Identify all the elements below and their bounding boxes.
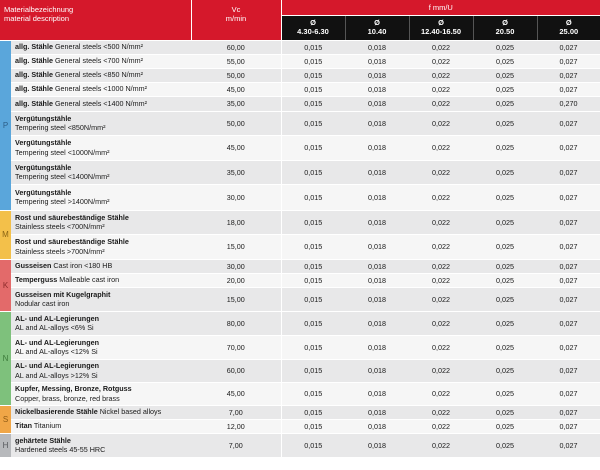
material-name-de: Kupfer, Messing, Bronze, Rotguss	[15, 384, 132, 393]
feed-value: 0,018	[345, 82, 409, 96]
material-description	[11, 210, 191, 234]
cutting-speed-value: 15,00	[191, 287, 281, 311]
feed-value: 0,027	[537, 419, 600, 433]
feed-header: f mm/U	[281, 0, 600, 15]
material-header-en: material description	[4, 14, 70, 23]
feed-value: 0,018	[345, 311, 409, 335]
cutting-speed-value: 35,00	[191, 96, 281, 111]
feed-value: 0,015	[281, 210, 345, 234]
feed-value: 0,018	[345, 273, 409, 287]
material-name-en: Stainless steels >700N/mm²	[15, 246, 105, 256]
material-description	[11, 160, 191, 184]
material-name-de: Vergütungstähle	[15, 113, 72, 123]
feed-value: 0,015	[281, 382, 345, 405]
cutting-speed-value: 45,00	[191, 82, 281, 96]
feed-value: 0,015	[281, 359, 345, 382]
feed-value: 0,015	[281, 273, 345, 287]
feed-value: 0,018	[345, 68, 409, 82]
material-name-en: General steels <850 N/mm²	[54, 70, 144, 80]
material-group-marker: K	[0, 259, 11, 311]
feed-value: 0,018	[345, 184, 409, 210]
feed-value: 0,022	[409, 40, 473, 54]
feed-value: 0,022	[409, 287, 473, 311]
feed-value: 0,018	[345, 210, 409, 234]
feed-value: 0,027	[537, 68, 600, 82]
feed-value: 0,027	[537, 184, 600, 210]
material-name-en: Tempering steel <850N/mm²	[15, 123, 106, 132]
material-name-de: Vergütungstähle	[15, 162, 72, 172]
feed-value: 0,015	[281, 405, 345, 419]
table-row	[0, 82, 600, 96]
feed-value: 0,018	[345, 40, 409, 54]
diameter-symbol: Ø	[565, 18, 572, 27]
diameter-value: 4.30-6.30	[297, 26, 329, 36]
material-name-en: AL and AL-alloys <12% Si	[15, 347, 98, 356]
feed-value: 0,018	[345, 382, 409, 405]
cutting-speed-value: 70,00	[191, 335, 281, 359]
feed-value: 0,025	[473, 160, 537, 184]
table-row	[0, 273, 600, 287]
feed-value: 0,025	[473, 210, 537, 234]
material-name-en: AL and AL-alloys <6% Si	[15, 323, 94, 332]
material-name-de: allg. Stähle	[15, 84, 53, 94]
material-description	[11, 111, 191, 135]
material-description	[11, 68, 191, 82]
material-name-de: Nickelbasierende Stähle	[15, 407, 98, 417]
feed-value: 0,018	[345, 419, 409, 433]
material-description	[11, 359, 191, 382]
feed-value: 0,018	[345, 160, 409, 184]
feed-value: 0,025	[473, 405, 537, 419]
feed-value: 0,018	[345, 359, 409, 382]
material-description	[11, 82, 191, 96]
cutting-speed-value: 45,00	[191, 382, 281, 405]
feed-value: 0,018	[345, 433, 409, 457]
feed-value: 0,015	[281, 419, 345, 433]
table-row	[0, 96, 600, 111]
feed-value: 0,027	[537, 135, 600, 160]
diameter-symbol: Ø	[438, 18, 444, 27]
feed-value: 0,015	[281, 234, 345, 259]
feed-value: 0,270	[537, 96, 600, 111]
feed-value: 0,018	[345, 405, 409, 419]
feed-value: 0,022	[409, 210, 473, 234]
material-name-en: Titanium	[33, 421, 62, 431]
feed-value: 0,025	[473, 184, 537, 210]
feed-value: 0,015	[281, 40, 345, 54]
feed-value: 0,015	[281, 311, 345, 335]
material-name-de: Gusseisen mit Kugelgraphit	[15, 289, 111, 299]
feed-value: 0,027	[537, 111, 600, 135]
feed-value: 0,022	[409, 184, 473, 210]
feed-value: 0,018	[345, 135, 409, 160]
feed-value: 0,022	[409, 419, 473, 433]
material-name-en: AL and AL-alloys >12% Si	[15, 370, 98, 380]
diameter-header	[537, 15, 600, 40]
material-name-de: Rost und säurebeständige Stähle	[15, 237, 129, 246]
material-description	[11, 287, 191, 311]
table-row	[0, 405, 600, 419]
material-description	[11, 273, 191, 287]
cutting-speed-value: 20,00	[191, 273, 281, 287]
material-name-de: AL- und AL-Legierungen	[15, 313, 99, 323]
material-name-de: Rost und säurebeständige Stähle	[15, 212, 129, 222]
feed-value: 0,027	[537, 405, 600, 419]
material-name-en: Tempering steel <1000N/mm²	[15, 147, 110, 157]
material-description	[11, 419, 191, 433]
feed-value: 0,022	[409, 111, 473, 135]
feed-value: 0,022	[409, 82, 473, 96]
material-name-en: Nickel based alloys	[99, 407, 162, 417]
material-description	[11, 382, 191, 405]
feed-value: 0,015	[281, 96, 345, 111]
table-row	[0, 359, 600, 382]
table-row	[0, 234, 600, 259]
diameter-header	[281, 15, 345, 40]
feed-value: 0,025	[473, 234, 537, 259]
cutting-speed-value: 35,00	[191, 160, 281, 184]
feed-value: 0,025	[473, 359, 537, 382]
table-row	[0, 54, 600, 68]
feed-value: 0,018	[345, 259, 409, 273]
feed-value: 0,027	[537, 433, 600, 457]
table-row	[0, 419, 600, 433]
feed-value: 0,027	[537, 359, 600, 382]
feed-value: 0,025	[473, 273, 537, 287]
feed-value: 0,027	[537, 273, 600, 287]
feed-value: 0,025	[473, 40, 537, 54]
material-description	[11, 311, 191, 335]
material-description	[11, 184, 191, 210]
material-name-en: Stainless steels <700N/mm²	[15, 222, 105, 231]
feed-value: 0,025	[473, 433, 537, 457]
material-description	[11, 259, 191, 273]
material-description	[11, 234, 191, 259]
feed-value: 0,022	[409, 273, 473, 287]
material-name-en: Copper, brass, bronze, red brass	[15, 393, 120, 403]
feed-value: 0,015	[281, 111, 345, 135]
material-description	[11, 433, 191, 457]
vc-header-label: Vc	[231, 5, 241, 14]
feed-value: 0,027	[537, 54, 600, 68]
cutting-speed-value: 7,00	[191, 405, 281, 419]
feed-value: 0,015	[281, 335, 345, 359]
material-name-en: General steels <500 N/mm²	[54, 42, 144, 52]
feed-value: 0,022	[409, 259, 473, 273]
material-description	[11, 54, 191, 68]
feed-value: 0,027	[537, 82, 600, 96]
material-description	[11, 96, 191, 111]
feed-value: 0,025	[473, 382, 537, 405]
feed-value: 0,015	[281, 259, 345, 273]
feed-value: 0,027	[537, 160, 600, 184]
vc-header-unit: m/min	[225, 14, 247, 23]
material-name-en: Malleable cast iron	[59, 275, 120, 285]
diameter-header	[345, 15, 409, 40]
feed-value: 0,018	[345, 111, 409, 135]
material-name-de: allg. Stähle	[15, 56, 53, 66]
material-name-de: AL- und AL-Legierungen	[15, 361, 99, 370]
feed-value: 0,022	[409, 54, 473, 68]
table-row	[0, 111, 600, 135]
feed-value: 0,018	[345, 335, 409, 359]
material-group-marker: S	[0, 405, 11, 433]
feed-value: 0,022	[409, 96, 473, 111]
feed-value: 0,015	[281, 287, 345, 311]
material-description	[11, 335, 191, 359]
feed-value: 0,027	[537, 311, 600, 335]
feed-value: 0,027	[537, 210, 600, 234]
feed-value: 0,025	[473, 287, 537, 311]
feed-value: 0,025	[473, 311, 537, 335]
material-group-marker: H	[0, 433, 11, 457]
cutting-speed-value: 12,00	[191, 419, 281, 433]
material-description	[11, 405, 191, 419]
material-name-de: AL- und AL-Legierungen	[15, 337, 99, 347]
material-name-de: Temperguss	[15, 275, 58, 285]
feed-value: 0,022	[409, 335, 473, 359]
feed-value: 0,027	[537, 259, 600, 273]
table-row	[0, 184, 600, 210]
material-name-de: gehärtete Stähle	[15, 435, 71, 445]
material-header	[0, 0, 191, 40]
cutting-speed-value: 45,00	[191, 135, 281, 160]
cutting-speed-value: 60,00	[191, 359, 281, 382]
feed-value: 0,027	[537, 382, 600, 405]
cutting-speed-value: 50,00	[191, 111, 281, 135]
feed-value: 0,015	[281, 160, 345, 184]
feed-value: 0,022	[409, 359, 473, 382]
feed-value: 0,018	[345, 287, 409, 311]
feed-value: 0,022	[409, 382, 473, 405]
material-name-en: Hardened steels 45-55 HRC	[15, 445, 106, 454]
material-name-de: allg. Stähle	[15, 98, 53, 108]
material-description	[11, 135, 191, 160]
feed-value: 0,027	[537, 40, 600, 54]
material-description	[11, 40, 191, 54]
cutting-speed-value: 30,00	[191, 184, 281, 210]
cutting-speed-value: 55,00	[191, 54, 281, 68]
table-row	[0, 160, 600, 184]
feed-value: 0,018	[345, 96, 409, 111]
feed-value: 0,025	[473, 135, 537, 160]
table-row	[0, 287, 600, 311]
material-group-marker: P	[0, 40, 11, 210]
feed-value: 0,015	[281, 54, 345, 68]
diameter-header	[409, 15, 473, 40]
material-name-de: Titan	[15, 421, 33, 431]
feed-value: 0,027	[537, 287, 600, 311]
table-row	[0, 40, 600, 54]
table-row	[0, 335, 600, 359]
feed-value: 0,025	[473, 96, 537, 111]
feed-value: 0,027	[537, 234, 600, 259]
diameter-value: 12.40-16.50	[420, 26, 462, 36]
feed-value: 0,025	[473, 419, 537, 433]
cutting-speed-value: 60,00	[191, 40, 281, 54]
material-name-de: allg. Stähle	[15, 70, 53, 80]
material-name-en: General steels <700 N/mm²	[54, 56, 144, 66]
feed-value: 0,018	[345, 234, 409, 259]
feed-value: 0,022	[409, 135, 473, 160]
material-group-marker: N	[0, 311, 11, 405]
feed-value: 0,015	[281, 135, 345, 160]
material-name-de: Gusseisen	[15, 261, 52, 271]
cutting-speed-value: 30,00	[191, 259, 281, 273]
feed-value: 0,022	[409, 405, 473, 419]
table-row	[0, 259, 600, 273]
cutting-speed-value: 7,00	[191, 433, 281, 457]
material-name-en: Tempering steel <1400N/mm²	[15, 172, 110, 181]
cutting-speed-value: 50,00	[191, 68, 281, 82]
feed-value: 0,022	[409, 433, 473, 457]
cutting-speed-value: 80,00	[191, 311, 281, 335]
table-row	[0, 210, 600, 234]
feed-value: 0,015	[281, 184, 345, 210]
diameter-symbol: Ø	[374, 18, 380, 27]
material-name-en: General steels <1400 N/mm²	[54, 98, 148, 108]
material-name-de: Vergütungstähle	[15, 138, 72, 147]
feed-value: 0,025	[473, 54, 537, 68]
diameter-symbol: Ø	[502, 18, 508, 27]
diameter-header	[473, 15, 537, 40]
material-header-de: Materialbezeichnung	[4, 5, 74, 14]
material-name-de: Vergütungstähle	[15, 187, 72, 197]
feed-value: 0,025	[473, 82, 537, 96]
table-row	[0, 68, 600, 82]
feed-value: 0,015	[281, 82, 345, 96]
table-row	[0, 433, 600, 457]
material-name-en: Cast iron <180 HB	[53, 261, 113, 271]
diameter-value: 25.00	[559, 26, 579, 36]
feed-value: 0,027	[537, 335, 600, 359]
table-row	[0, 382, 600, 405]
feed-value: 0,025	[473, 111, 537, 135]
material-name-en: Nodular cast iron	[15, 299, 70, 308]
feed-value: 0,022	[409, 68, 473, 82]
vc-header	[191, 0, 281, 40]
material-name-en: Tempering steel >1400N/mm²	[15, 197, 110, 206]
feed-value: 0,025	[473, 335, 537, 359]
table-row	[0, 135, 600, 160]
feed-value: 0,015	[281, 68, 345, 82]
feed-value: 0,022	[409, 311, 473, 335]
material-group-marker: M	[0, 210, 11, 259]
diameter-symbol: Ø	[310, 18, 316, 27]
diameter-value: 20.50	[495, 26, 515, 36]
cutting-speed-value: 15,00	[191, 234, 281, 259]
feed-value: 0,025	[473, 259, 537, 273]
feed-value: 0,022	[409, 160, 473, 184]
diameter-value: 10.40	[367, 26, 387, 36]
material-name-de: allg. Stähle	[15, 42, 53, 52]
feed-value: 0,015	[281, 433, 345, 457]
feed-value: 0,018	[345, 54, 409, 68]
cutting-speed-value: 18,00	[191, 210, 281, 234]
feed-value: 0,025	[473, 68, 537, 82]
feed-value: 0,022	[409, 234, 473, 259]
table-row	[0, 311, 600, 335]
material-name-en: General steels <1000 N/mm²	[54, 84, 148, 94]
